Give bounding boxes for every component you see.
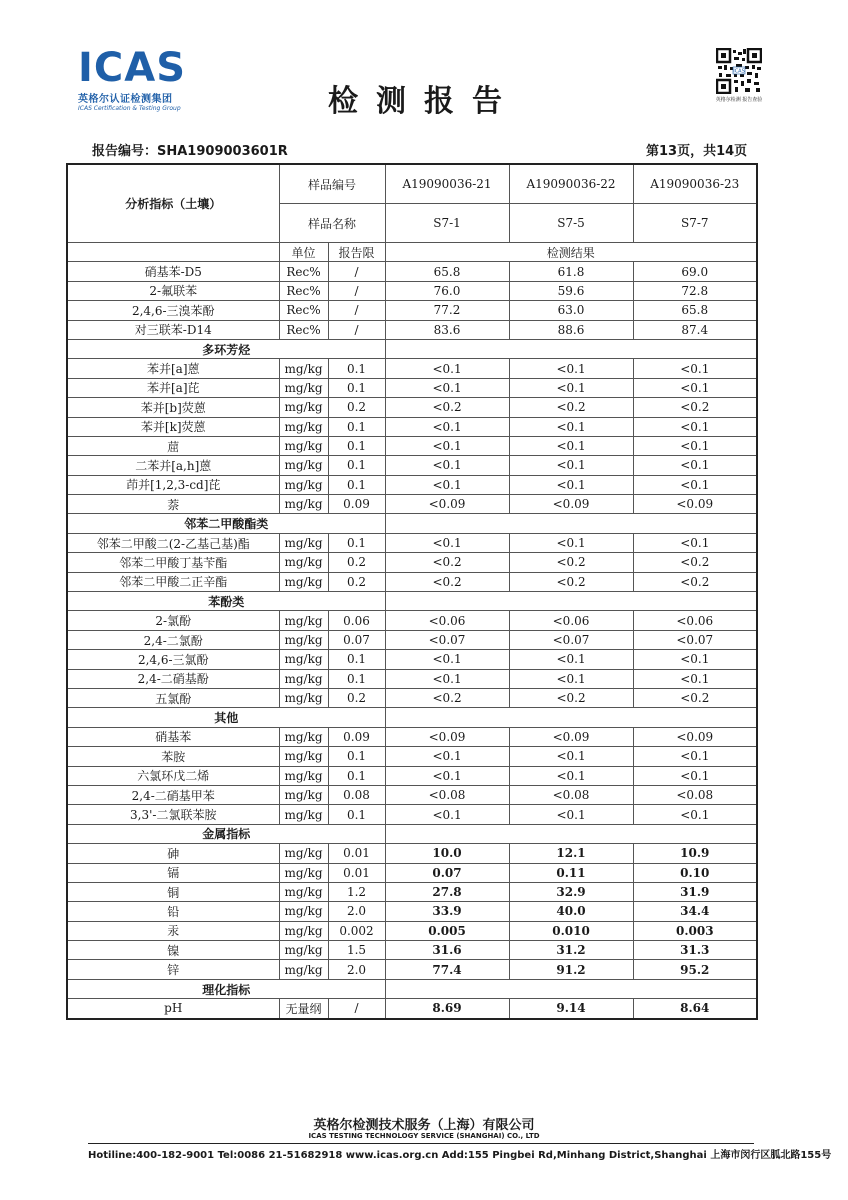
result-value-1: <0.09 — [385, 495, 509, 514]
result-value-2: <0.1 — [509, 359, 633, 378]
analyte-name: 硝基苯-D5 — [67, 262, 279, 281]
result-value-2: <0.07 — [509, 630, 633, 649]
table-row — [67, 475, 757, 494]
analyte-limit: 0.2 — [328, 553, 385, 572]
table-row — [67, 533, 757, 552]
svg-text:ICAS: ICAS — [733, 68, 745, 75]
result-value-2: <0.1 — [509, 669, 633, 688]
analyte-name: 2-氟联苯 — [67, 281, 279, 300]
section-header-row — [67, 514, 757, 533]
result-value-1: <0.2 — [385, 688, 509, 707]
result-value-1: <0.07 — [385, 630, 509, 649]
result-value-3: <0.2 — [633, 553, 757, 572]
table-row — [67, 359, 757, 378]
table-row — [67, 495, 757, 514]
result-value-3: 34.4 — [633, 902, 757, 921]
section-header-row — [67, 979, 757, 998]
results-table-body — [67, 164, 757, 1019]
result-value-1: 77.4 — [385, 960, 509, 979]
result-value-1: <0.1 — [385, 766, 509, 785]
result-value-2: <0.08 — [509, 785, 633, 804]
table-row — [67, 882, 757, 901]
table-header-row — [67, 164, 757, 204]
analyte-unit: mg/kg — [279, 553, 328, 572]
analyte-name: 铜 — [67, 882, 279, 901]
section-blank — [385, 708, 757, 727]
analyte-limit: 0.08 — [328, 785, 385, 804]
analyte-limit: 0.1 — [328, 378, 385, 397]
table-row — [67, 456, 757, 475]
section-title: 多环芳烃 — [67, 339, 385, 358]
result-value-3: <0.1 — [633, 417, 757, 436]
analyte-unit: mg/kg — [279, 475, 328, 494]
section-header-row — [67, 592, 757, 611]
result-value-1: 83.6 — [385, 320, 509, 339]
analyte-limit: 1.2 — [328, 882, 385, 901]
result-value-1: 0.07 — [385, 863, 509, 882]
result-value-3: <0.2 — [633, 398, 757, 417]
analyte-unit: mg/kg — [279, 727, 328, 746]
section-title: 其他 — [67, 708, 385, 727]
table-row — [67, 301, 757, 320]
result-value-1: <0.1 — [385, 417, 509, 436]
footer-company-en: ICAS TESTING TECHNOLOGY SERVICE (SHANGHAI) CO., LTD — [308, 1132, 540, 1140]
result-value-3: <0.1 — [633, 805, 757, 824]
result-value-2: 32.9 — [509, 882, 633, 901]
table-row — [67, 281, 757, 300]
table-row — [67, 844, 757, 863]
result-value-1: 8.69 — [385, 999, 509, 1019]
result-value-1: <0.1 — [385, 805, 509, 824]
analyte-unit: mg/kg — [279, 747, 328, 766]
analyte-name: 2,4-二氯酚 — [67, 630, 279, 649]
result-value-2: <0.1 — [509, 650, 633, 669]
analyte-limit: 1.5 — [328, 941, 385, 960]
analyte-unit: mg/kg — [279, 398, 328, 417]
result-value-2: 61.8 — [509, 262, 633, 281]
result-value-2: <0.1 — [509, 417, 633, 436]
section-title: 邻苯二甲酸酯类 — [67, 514, 385, 533]
analyte-limit: 2.0 — [328, 960, 385, 979]
analyte-name: 2,4,6-三溴苯酚 — [67, 301, 279, 320]
result-value-2: 40.0 — [509, 902, 633, 921]
analyte-unit: Rec% — [279, 281, 328, 300]
result-value-3: 31.9 — [633, 882, 757, 901]
table-row — [67, 688, 757, 707]
analyte-name: 汞 — [67, 921, 279, 940]
sample-no-label: 样品编号 — [279, 164, 385, 204]
table-header-row — [67, 243, 757, 262]
result-value-3: <0.1 — [633, 456, 757, 475]
result-value-2: 91.2 — [509, 960, 633, 979]
sample-name-3: S7-7 — [633, 204, 757, 243]
section-header-row — [67, 824, 757, 843]
result-value-1: 65.8 — [385, 262, 509, 281]
analyte-limit: 0.2 — [328, 572, 385, 591]
result-value-3: 0.10 — [633, 863, 757, 882]
analyte-unit: mg/kg — [279, 417, 328, 436]
result-value-3: 69.0 — [633, 262, 757, 281]
result-value-1: <0.1 — [385, 475, 509, 494]
result-value-3: 65.8 — [633, 301, 757, 320]
result-value-1: <0.08 — [385, 785, 509, 804]
analyte-name: 邻苯二甲酸丁基苄酯 — [67, 553, 279, 572]
result-value-2: <0.1 — [509, 436, 633, 455]
sample-no-1: A19090036-21 — [385, 164, 509, 204]
section-header-row — [67, 708, 757, 727]
table-row — [67, 727, 757, 746]
analyte-limit: 0.07 — [328, 630, 385, 649]
result-value-3: <0.1 — [633, 650, 757, 669]
result-value-3: 10.9 — [633, 844, 757, 863]
table-row — [67, 805, 757, 824]
analyte-unit: mg/kg — [279, 863, 328, 882]
table-row — [67, 747, 757, 766]
result-value-3: <0.1 — [633, 533, 757, 552]
analyte-unit: 无量纲 — [279, 999, 328, 1019]
analyte-name: 2,4-二硝基甲苯 — [67, 785, 279, 804]
sample-name-1: S7-1 — [385, 204, 509, 243]
analyte-limit: 0.1 — [328, 436, 385, 455]
logo-chinese-name: 英格尔认证检测集团 — [78, 94, 173, 105]
limit-label: 报告限 — [328, 243, 385, 262]
analyte-name: 二苯并[a,h]蒽 — [67, 456, 279, 475]
result-value-1: <0.1 — [385, 378, 509, 397]
analyte-name: 砷 — [67, 844, 279, 863]
analyte-unit: Rec% — [279, 320, 328, 339]
section-blank — [385, 979, 757, 998]
result-value-3: <0.09 — [633, 727, 757, 746]
analyte-unit: mg/kg — [279, 359, 328, 378]
analyte-name: 硝基苯 — [67, 727, 279, 746]
table-row — [67, 921, 757, 940]
table-row — [67, 999, 757, 1019]
analyte-unit: mg/kg — [279, 882, 328, 901]
analyte-name: 萘 — [67, 495, 279, 514]
analyte-limit: / — [328, 999, 385, 1019]
result-value-3: <0.09 — [633, 495, 757, 514]
analyte-name: 苯并[a]芘 — [67, 378, 279, 397]
result-value-3: <0.1 — [633, 747, 757, 766]
result-value-3: <0.1 — [633, 766, 757, 785]
result-value-1: 77.2 — [385, 301, 509, 320]
result-value-2: <0.2 — [509, 398, 633, 417]
result-value-3: <0.2 — [633, 688, 757, 707]
table-row — [67, 941, 757, 960]
analyte-unit: mg/kg — [279, 436, 328, 455]
result-value-1: 76.0 — [385, 281, 509, 300]
result-value-1: <0.1 — [385, 533, 509, 552]
analyte-name: 对三联苯-D14 — [67, 320, 279, 339]
result-value-2: 12.1 — [509, 844, 633, 863]
analyte-unit: mg/kg — [279, 533, 328, 552]
analyte-name: 3,3'-二氯联苯胺 — [67, 805, 279, 824]
result-value-3: 72.8 — [633, 281, 757, 300]
analyte-limit: 0.01 — [328, 863, 385, 882]
result-value-2: 0.11 — [509, 863, 633, 882]
table-row — [67, 320, 757, 339]
result-value-1: <0.06 — [385, 611, 509, 630]
analyte-name: pH — [67, 999, 279, 1019]
qr-caption: 英格尔检测 报告查验 — [715, 97, 763, 103]
result-value-2: <0.06 — [509, 611, 633, 630]
result-value-1: <0.2 — [385, 398, 509, 417]
analyte-limit: 0.2 — [328, 398, 385, 417]
result-value-3: <0.1 — [633, 669, 757, 688]
analyte-unit: mg/kg — [279, 688, 328, 707]
analyte-limit: 0.1 — [328, 475, 385, 494]
analyte-limit: 0.01 — [328, 844, 385, 863]
section-blank — [385, 514, 757, 533]
analyte-unit: mg/kg — [279, 805, 328, 824]
sample-name-label: 样品名称 — [279, 204, 385, 243]
table-row — [67, 417, 757, 436]
analyte-unit: Rec% — [279, 262, 328, 281]
sample-no-2: A19090036-22 — [509, 164, 633, 204]
analyte-limit: 0.1 — [328, 805, 385, 824]
result-value-1: <0.2 — [385, 572, 509, 591]
section-blank — [385, 592, 757, 611]
result-value-2: 0.010 — [509, 921, 633, 940]
result-value-1: <0.1 — [385, 436, 509, 455]
result-value-1: 31.6 — [385, 941, 509, 960]
result-value-3: <0.1 — [633, 359, 757, 378]
analyte-name: 六氯环戊二烯 — [67, 766, 279, 785]
unit-label: 单位 — [279, 243, 328, 262]
analyte-limit: 0.1 — [328, 533, 385, 552]
analyte-name: 锌 — [67, 960, 279, 979]
result-value-1: <0.2 — [385, 553, 509, 572]
analyte-limit: 0.09 — [328, 727, 385, 746]
section-title: 金属指标 — [67, 824, 385, 843]
section-title: 苯酚类 — [67, 592, 385, 611]
table-row — [67, 436, 757, 455]
result-value-2: 9.14 — [509, 999, 633, 1019]
analyte-unit: mg/kg — [279, 611, 328, 630]
table-row — [67, 262, 757, 281]
results-table — [66, 163, 758, 1020]
analyte-unit: mg/kg — [279, 921, 328, 940]
result-value-3: 87.4 — [633, 320, 757, 339]
analysis-label: 分析指标（土壤） — [67, 164, 279, 243]
table-row — [67, 553, 757, 572]
analyte-name: 2,4-二硝基酚 — [67, 669, 279, 688]
analyte-name: 苯并[k]荧蒽 — [67, 417, 279, 436]
analyte-limit: 0.1 — [328, 417, 385, 436]
result-value-2: <0.1 — [509, 475, 633, 494]
result-value-3: <0.06 — [633, 611, 757, 630]
analyte-unit: mg/kg — [279, 572, 328, 591]
analyte-name: 茚并[1,2,3-cd]芘 — [67, 475, 279, 494]
result-value-2: <0.1 — [509, 533, 633, 552]
section-title: 理化指标 — [67, 979, 385, 998]
result-value-2: <0.09 — [509, 495, 633, 514]
analyte-limit: 0.2 — [328, 688, 385, 707]
analyte-unit: mg/kg — [279, 766, 328, 785]
table-row — [67, 650, 757, 669]
analyte-unit: Rec% — [279, 301, 328, 320]
section-blank — [385, 824, 757, 843]
analyte-limit: / — [328, 262, 385, 281]
result-value-1: 10.0 — [385, 844, 509, 863]
analyte-limit: 0.1 — [328, 359, 385, 378]
result-value-3: <0.2 — [633, 572, 757, 591]
result-value-3: <0.1 — [633, 436, 757, 455]
analyte-limit: 0.002 — [328, 921, 385, 940]
result-value-1: <0.1 — [385, 456, 509, 475]
analyte-name: 邻苯二甲酸二(2-乙基己基)酯 — [67, 533, 279, 552]
logo-english-name: ICAS Certification & Testing Group — [78, 105, 181, 112]
section-header-row — [67, 339, 757, 358]
analyte-name: 邻苯二甲酸二正辛酯 — [67, 572, 279, 591]
analyte-limit: / — [328, 320, 385, 339]
analyte-limit: 0.1 — [328, 669, 385, 688]
result-value-3: 0.003 — [633, 921, 757, 940]
result-value-2: <0.1 — [509, 805, 633, 824]
analyte-unit: mg/kg — [279, 669, 328, 688]
table-row — [67, 960, 757, 979]
analyte-name: 2,4,6-三氯酚 — [67, 650, 279, 669]
footer-divider — [88, 1143, 754, 1144]
analyte-limit: 2.0 — [328, 902, 385, 921]
analyte-limit: 0.06 — [328, 611, 385, 630]
analyte-limit: 0.09 — [328, 495, 385, 514]
result-value-3: 8.64 — [633, 999, 757, 1019]
analyte-limit: 0.1 — [328, 766, 385, 785]
result-value-3: <0.07 — [633, 630, 757, 649]
table-row — [67, 669, 757, 688]
analyte-unit: mg/kg — [279, 902, 328, 921]
analyte-limit: 0.1 — [328, 747, 385, 766]
result-value-3: <0.08 — [633, 785, 757, 804]
result-value-2: <0.2 — [509, 553, 633, 572]
result-value-2: <0.1 — [509, 766, 633, 785]
result-value-1: <0.1 — [385, 359, 509, 378]
result-value-1: <0.1 — [385, 650, 509, 669]
report-number: 报告编号：SHA1909003601R — [92, 144, 288, 159]
sample-name-2: S7-5 — [509, 204, 633, 243]
analyte-name: 苯并[b]荧蒽 — [67, 398, 279, 417]
table-row — [67, 630, 757, 649]
result-value-2: <0.1 — [509, 747, 633, 766]
analyte-name: 苯并[a]蒽 — [67, 359, 279, 378]
footer-company-cn: 英格尔检测技术服务（上海）有限公司 — [313, 1118, 535, 1133]
result-value-2: 59.6 — [509, 281, 633, 300]
result-value-2: <0.09 — [509, 727, 633, 746]
table-row — [67, 766, 757, 785]
section-blank — [385, 339, 757, 358]
analyte-name: 铅 — [67, 902, 279, 921]
table-row — [67, 398, 757, 417]
analyte-name: 镍 — [67, 941, 279, 960]
result-value-1: <0.1 — [385, 747, 509, 766]
footer-contact: Hotiline:400-182-9001 Tel:0086 21-51682918 www.icas.org.cn Add:155 Pingbei Rd,Minhang District,Shanghai 上海市闵行区胍北路155号 — [88, 1150, 832, 1161]
analyte-name: 五氯酚 — [67, 688, 279, 707]
table-row — [67, 572, 757, 591]
result-value-1: 0.005 — [385, 921, 509, 940]
analyte-limit: / — [328, 281, 385, 300]
result-value-2: <0.1 — [509, 378, 633, 397]
table-row — [67, 378, 757, 397]
result-value-2: <0.1 — [509, 456, 633, 475]
logo-mark: ICAS — [78, 45, 187, 91]
analyte-unit: mg/kg — [279, 844, 328, 863]
result-value-3: <0.1 — [633, 475, 757, 494]
table-row — [67, 902, 757, 921]
analyte-limit: / — [328, 301, 385, 320]
analyte-limit: 0.1 — [328, 650, 385, 669]
qr-code-icon — [716, 48, 762, 94]
analyte-name: 苯胺 — [67, 747, 279, 766]
analyte-limit: 0.1 — [328, 456, 385, 475]
page-number: 第13页，共14页 — [646, 144, 748, 159]
blank-cell — [67, 243, 279, 262]
analyte-unit: mg/kg — [279, 941, 328, 960]
result-value-2: 88.6 — [509, 320, 633, 339]
sample-no-3: A19090036-23 — [633, 164, 757, 204]
analyte-unit: mg/kg — [279, 495, 328, 514]
result-value-2: 63.0 — [509, 301, 633, 320]
result-value-3: 95.2 — [633, 960, 757, 979]
result-value-1: <0.1 — [385, 669, 509, 688]
table-row — [67, 863, 757, 882]
analyte-unit: mg/kg — [279, 785, 328, 804]
analyte-name: 2-氯酚 — [67, 611, 279, 630]
result-value-1: 27.8 — [385, 882, 509, 901]
result-value-3: <0.1 — [633, 378, 757, 397]
analyte-unit: mg/kg — [279, 378, 328, 397]
table-row — [67, 611, 757, 630]
analyte-unit: mg/kg — [279, 650, 328, 669]
result-value-1: <0.09 — [385, 727, 509, 746]
result-value-2: <0.2 — [509, 688, 633, 707]
results-label: 检测结果 — [385, 243, 757, 262]
page-title: 检测报告 — [328, 84, 520, 119]
result-value-2: 31.2 — [509, 941, 633, 960]
result-value-3: 31.3 — [633, 941, 757, 960]
table-row — [67, 785, 757, 804]
analyte-unit: mg/kg — [279, 960, 328, 979]
analyte-name: 䓛 — [67, 436, 279, 455]
result-value-2: <0.2 — [509, 572, 633, 591]
result-value-1: 33.9 — [385, 902, 509, 921]
analyte-unit: mg/kg — [279, 630, 328, 649]
analyte-name: 镉 — [67, 863, 279, 882]
analyte-unit: mg/kg — [279, 456, 328, 475]
